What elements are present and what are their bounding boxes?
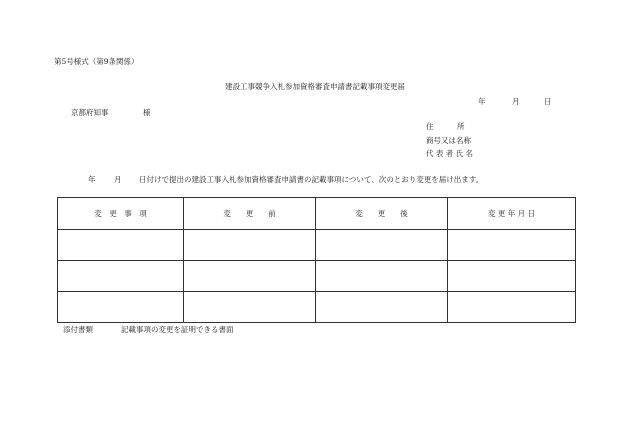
table-header-row: [58, 198, 576, 230]
attachments-label: 添付書類: [63, 325, 93, 334]
table-row: [58, 261, 576, 292]
cell-change-date[interactable]: [448, 292, 576, 323]
addressee-name: 京都府知事: [71, 108, 109, 117]
cell-before-change[interactable]: [184, 261, 316, 292]
attachments-item: 記載事項の変更を証明できる書面: [121, 325, 234, 334]
cell-after-change[interactable]: [316, 292, 448, 323]
cell-change-item[interactable]: [58, 261, 184, 292]
table-row: [58, 292, 576, 323]
header-before-change: 変 更 前: [184, 198, 316, 230]
addressee-honorific: 様: [143, 108, 151, 117]
cell-after-change[interactable]: [316, 230, 448, 261]
date-month-label: 月: [512, 97, 520, 106]
date-year-label: 年: [478, 97, 486, 106]
changes-table: [57, 197, 576, 323]
date-day-label: 日: [544, 97, 552, 106]
document-title: 建設工事競争入札参加資格審査申請書記載事項変更届: [225, 82, 405, 91]
cell-after-change[interactable]: [316, 261, 448, 292]
statement-text: 日付けで提出の建設工事入札参加資格審査申請書の記載事項について、次のとおり変更を届け出ます。: [139, 175, 484, 184]
cell-before-change[interactable]: [184, 230, 316, 261]
header-after-change: 変 更 後: [316, 198, 448, 230]
header-change-item: 変 更 事 項: [58, 198, 184, 230]
form-number: 第5号様式（第9条関係）: [54, 57, 139, 66]
applicant-trade-name-label: 商号又は名称: [426, 136, 471, 145]
cell-change-item[interactable]: [58, 230, 184, 261]
statement-year-label: 年: [88, 175, 96, 184]
cell-change-date[interactable]: [448, 230, 576, 261]
address-label-part2: 所: [457, 122, 465, 131]
header-change-date: 変 更 年 月 日: [448, 198, 576, 230]
table-row: [58, 230, 576, 261]
cell-change-date[interactable]: [448, 261, 576, 292]
cell-before-change[interactable]: [184, 292, 316, 323]
address-label-part1: 住: [426, 122, 434, 131]
applicant-representative-label: 代 表 者 氏 名: [426, 149, 474, 158]
cell-change-item[interactable]: [58, 292, 184, 323]
statement-month-label: 月: [114, 175, 122, 184]
